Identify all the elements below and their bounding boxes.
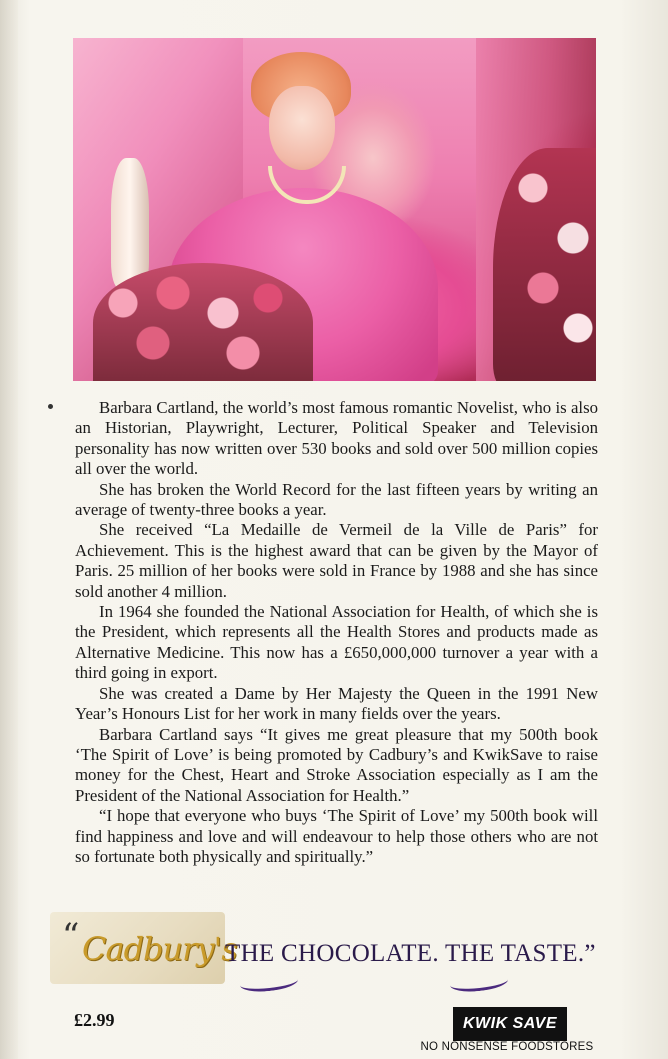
- cadbury-logo: Cadbury's: [82, 930, 237, 968]
- blurb-text: [75, 398, 598, 867]
- flower-bouquet-left: [93, 263, 313, 381]
- flower-bouquet-right: [493, 148, 596, 381]
- blurb-paragraph: Barbara Cartland says “It gives me great pleasure that my 500th book ‘The Spirit of Love’ is being promoted by Cadbury’s and KwikSave to raise money for the Chest, Heart and Stroke Association especially as I am the President of the National Association for Health.”: [75, 724, 598, 805]
- blurb-paragraph: She received “La Medaille de Vermeil de la Ville de Paris” for Achievement. This is the highest award that can be given by the Mayor of Paris. 25 million of her books were sold in France by 1988 and she has since sold another 4 million.: [75, 520, 598, 601]
- blurb-paragraph: Barbara Cartland, the world’s most famous romantic Novelist, who is also an Historian, Playwright, Lecturer, Political Speaker and Television personality has now written over 530 books and sold over 500 million copies all over the world.: [75, 398, 598, 479]
- cadbury-advert: [50, 912, 610, 992]
- cadbury-logo-panel: [50, 912, 237, 984]
- blurb-paragraph: “I hope that everyone who buys ‘The Spirit of Love’ my 500th book will find happiness and love and will endeavour to help those others who are not so fortunate both physically and spiritually.”: [75, 806, 598, 866]
- kwiksave-slogan: NO NONSENSE FOODSTORES: [420, 1041, 594, 1053]
- tagline-swoosh: [239, 971, 298, 994]
- statue-figurine: [111, 158, 149, 288]
- spine-edge: [0, 0, 18, 1059]
- blurb-paragraph: She has broken the World Record for the last fifteen years by writing an average of twenty-three books a year.: [75, 479, 598, 520]
- blurb-paragraph: She was created a Dame by Her Majesty the Queen in the 1991 New Year’s Honours List for her work in many fields over the years.: [75, 683, 598, 724]
- author-photo: [73, 38, 596, 381]
- tagline-swoosh: [449, 971, 508, 994]
- open-quote-mark: “: [62, 916, 80, 956]
- bullet-mark: [48, 404, 53, 409]
- price: £2.99: [74, 1010, 115, 1030]
- blurb-paragraph: In 1964 she founded the National Association for Health, of which she is the President, which represents all the Health Stores and products made as Alternative Medicine. This now has a £650,000,000 turnover a year with a third going in export.: [75, 602, 598, 683]
- cadbury-tagline: THE CHOCOLATE. THE TASTE.”: [225, 940, 596, 967]
- kwiksave-logo: [453, 1007, 567, 1041]
- kwiksave-logo-text: KWIK SAVE: [463, 1015, 557, 1032]
- author-face: [269, 86, 335, 170]
